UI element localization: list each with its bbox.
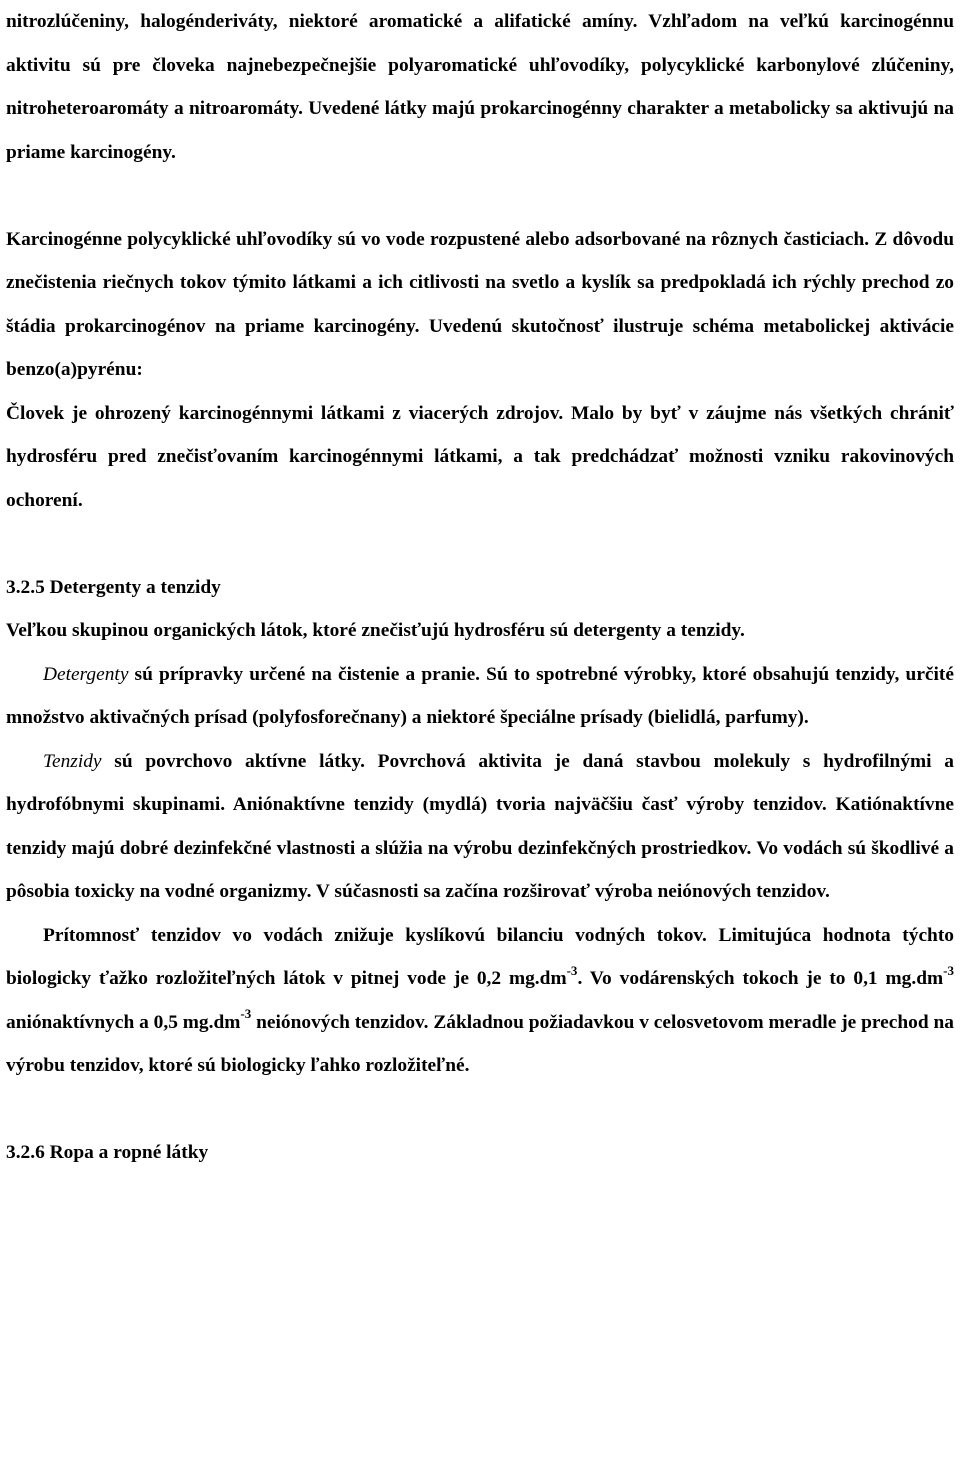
- unit-exponent: -3: [943, 962, 954, 978]
- paragraph-detergents-intro: Veľkou skupinou organických látok, ktoré znečisťujú hydrosféru sú detergenty a tenzidy.: [6, 620, 745, 641]
- paragraph-human-exposure: Človek je ohrozený karcinogénnymi látkami z viacerých zdrojov. Malo by byť v záujme nás všetkých chrániť hydrosféru pred znečisťovaním karcinogénnymi látkami, a tak predchádzať možnosti vzniku rakovinových ochorení.: [6, 402, 954, 511]
- paragraph-detergents-text: sú prípravky určené na čistenie a pranie. Sú to spotrebné výrobky, ktoré obsahujú tenzidy, určité množstvo aktivačných prísad (polyfosforečnany) a niektoré špeciálne prísady (bielidlá, parfumy).: [6, 663, 954, 728]
- paragraph-detergents-definition: [6, 653, 954, 740]
- section-heading-detergents: 3.2.5 Detergenty a tenzidy: [6, 576, 221, 598]
- section-heading-oil: 3.2.6 Ropa a ropné látky: [6, 1142, 209, 1163]
- paragraph-tenzidy-definition: [6, 740, 954, 914]
- paragraph-gap: [6, 1088, 954, 1132]
- limits-text-part-3: aniónaktívnych a 0,5 mg.dm: [6, 1011, 241, 1033]
- paragraph-tenzidy-text: sú povrchovo aktívne látky. Povrchová aktivita je daná stavbou molekuly s hydrofilnými a hydrofóbnymi skupinami. Aniónaktívne tenzidy (mydlá) tvoria najväčšiu časť výroby tenzidov. Katiónaktívne tenzidy majú dobré dezinfekčné vlastnosti a slúžia na výrobu dezinfekčných prostriedkov. Vo vodách sú škodlivé a pôsobia toxicky na vodné organizmy. V súčasnosti sa začína rozširovať výroba neiónových tenzidov.: [6, 750, 954, 902]
- paragraph-gap: [6, 174, 954, 218]
- unit-exponent: -3: [240, 1006, 252, 1022]
- paragraph-tenzidy-limits: [6, 914, 954, 1088]
- limits-text-part-2: . Vo vodárenských tokoch je to 0,1 mg.dm: [577, 968, 944, 989]
- limits-text-part-4: neiónových tenzidov. Základnou požiadavkou v celosvetovom meradle je prechod na výrobu tenzidov, ktoré sú biologicky ľahko rozložiteľné.: [6, 1011, 954, 1076]
- term-detergenty: Detergenty: [43, 663, 129, 685]
- term-tenzidy: Tenzidy: [43, 750, 102, 772]
- unit-exponent: -3: [566, 962, 578, 978]
- limits-text-part-1: Prítomnosť tenzidov vo vodách znižuje kyslíkovú bilanciu vodných tokov. Limitujúca hodnota týchto biologicky ťažko rozložiteľných látok v pitnej vode je 0,2 mg.dm: [6, 924, 954, 989]
- paragraph-gap: [6, 522, 954, 566]
- document-page: [6, 0, 954, 1175]
- paragraph-polycyclic-hydrocarbons: Karcinogénne polycyklické uhľovodíky sú vo vode rozpustené alebo adsorbované na rôznych časticiach. Z dôvodu znečistenia riečnych tokov týmito látkami a ich citlivosti na svetlo a kyslík sa predpokladá ich rýchly prechod zo štádia prokarcinogénov na priame karcinogény. Uvedenú skutočnosť ilustruje schéma metabolickej aktivácie benzo(a)pyrénu:: [6, 228, 954, 380]
- paragraph-carcinogens-intro: nitrozlúčeniny, halogénderiváty, niektoré aromatické a alifatické amíny. Vzhľadom na veľkú karcinogénnu aktivitu sú pre človeka najnebezpečnejšie polyaromatické uhľovodíky, polycyklické karbonylové zlúčeniny, nitroheteroaromáty a nitroaromáty. Uvedené látky majú prokarcinogénny charakter a metabolicky sa aktivujú na priame karcinogény.: [6, 11, 954, 163]
